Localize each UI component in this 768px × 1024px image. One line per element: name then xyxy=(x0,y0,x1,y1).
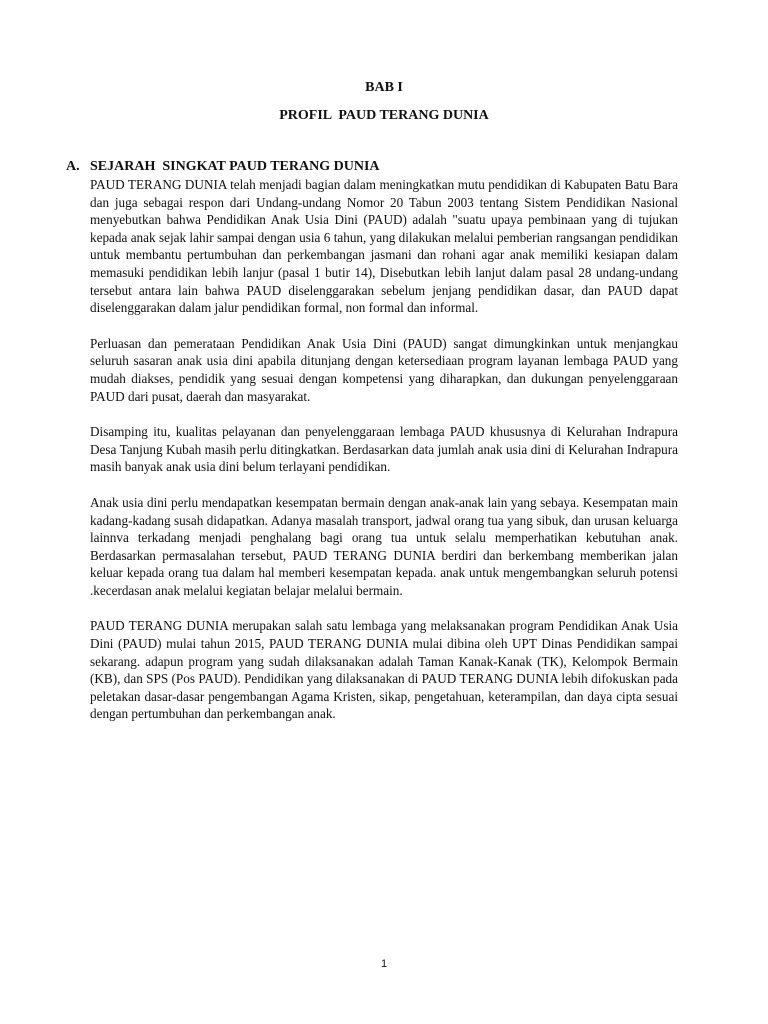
paragraph-history: PAUD TERANG DUNIA telah menjadi bagian dalam meningkatkan mutu pendidikan di Kabupaten Batu Bara dan juga sebagai respon dari Undang-undang Nomor 20 Tabun 2003 tentang Sistem Pendidikan Nasional menyebutkan bahwa Pendidikan Anak Usia Dini (PAUD) adalah "suatu upaya pembinaan yang di tujukan kepada anak sejak lahir sampai dengan usia 6 tahun, yang dilakukan melalui pemberian rangsangan pendidikan untuk membantu pertumbuhan dan perkembangan jasmani dan rohani agar anak memiliki kesiapan dalam memasuki pendidikan lebih lanjur (pasal 1 butir 14), Disebutkan lebih lanjut dalam pasal 28 undang-undang tersebut antara lain bahwa PAUD diselenggarakan sebelum jenjang pendidikan dasar, dan PAUD dapat diselenggarakan dalam jalur pendidikan formal, non formal dan informal. xyxy=(90,177,678,316)
section-heading xyxy=(66,158,380,176)
paragraph-expansion: Perluasan dan pemerataan Pendidikan Anak Usia Dini (PAUD) sangat dimungkinkan untuk menjangkau seluruh sasaran anak usia dini apabila ditunjang dengan ketersediaan program layanan lembaga PAUD yang mudah diakses, pendidik yang sesuai dengan kompetensi yang diharapkan, dan dukungan penyelenggaraan PAUD dari pusat, daerah dan masyarakat. xyxy=(90,335,678,404)
chapter-heading: BAB I xyxy=(365,80,403,95)
paragraph-service-quality: Disamping itu, kualitas pelayanan dan penyelenggaraan lembaga PAUD khususnya di Kelurahan Indrapura Desa Tanjung Kubah masih perlu ditingkatkan. Berdasarkan data jumlah anak usia dini di Kelurahan Indrapura masih banyak anak usia dini belum terlayani pendidikan. xyxy=(90,424,678,475)
page-title: PROFIL PAUD TERANG DUNIA xyxy=(279,108,489,123)
page-number: 1 xyxy=(380,958,388,970)
section-number: A. xyxy=(66,159,80,174)
paragraph-institution-program: PAUD TERANG DUNIA merupakan salah satu lembaga yang melaksanakan program Pendidikan Anak Usia Dini (PAUD) mulai tahun 2015, PAUD TERANG DUNIA mulai dibina oleh UPT Dinas Pendidikan sampai sekarang. adapun program yang sudah dilaksanakan adalah Taman Kanak-Kanak (TK), Kelompok Bermain (KB), dan SPS (Pos PAUD). Pendidikan yang dilaksanakan di PAUD TERANG DUNIA lebih difokuskan pada peletakan dasar-dasar pengembangan Agama Kristen, sikap, pengetahuan, keterampilan, dan daya cipta sesuai dengan pertumbuhan dan perkembangan anak. xyxy=(90,618,678,722)
paragraph-play-opportunity: Anak usia dini perlu mendapatkan kesempatan bermain dengan anak-anak lain yang sebaya. Kesempatan main kadang-kadang susah didapatkan. Adanya masalah transport, jadwal orang tua yang sibuk, dan urusan keluarga lainnva terkadang menjadi penghalang bagi orang tua untuk selalu memperhatikan kebutuhan anak. Berdasarkan permasalahan tersebut, PAUD TERANG DUNIA berdiri dan berkembang memberikan jalan keluar kepada orang tua dalam hal memberi kesempatan kepada. anak untuk mengembangkan seluruh potensi .kecerdasan anak melalui kegiatan belajar melalui bermain. xyxy=(90,494,678,598)
section-body xyxy=(90,176,678,741)
section-title: SEJARAH SINGKAT PAUD TERANG DUNIA xyxy=(90,159,380,174)
